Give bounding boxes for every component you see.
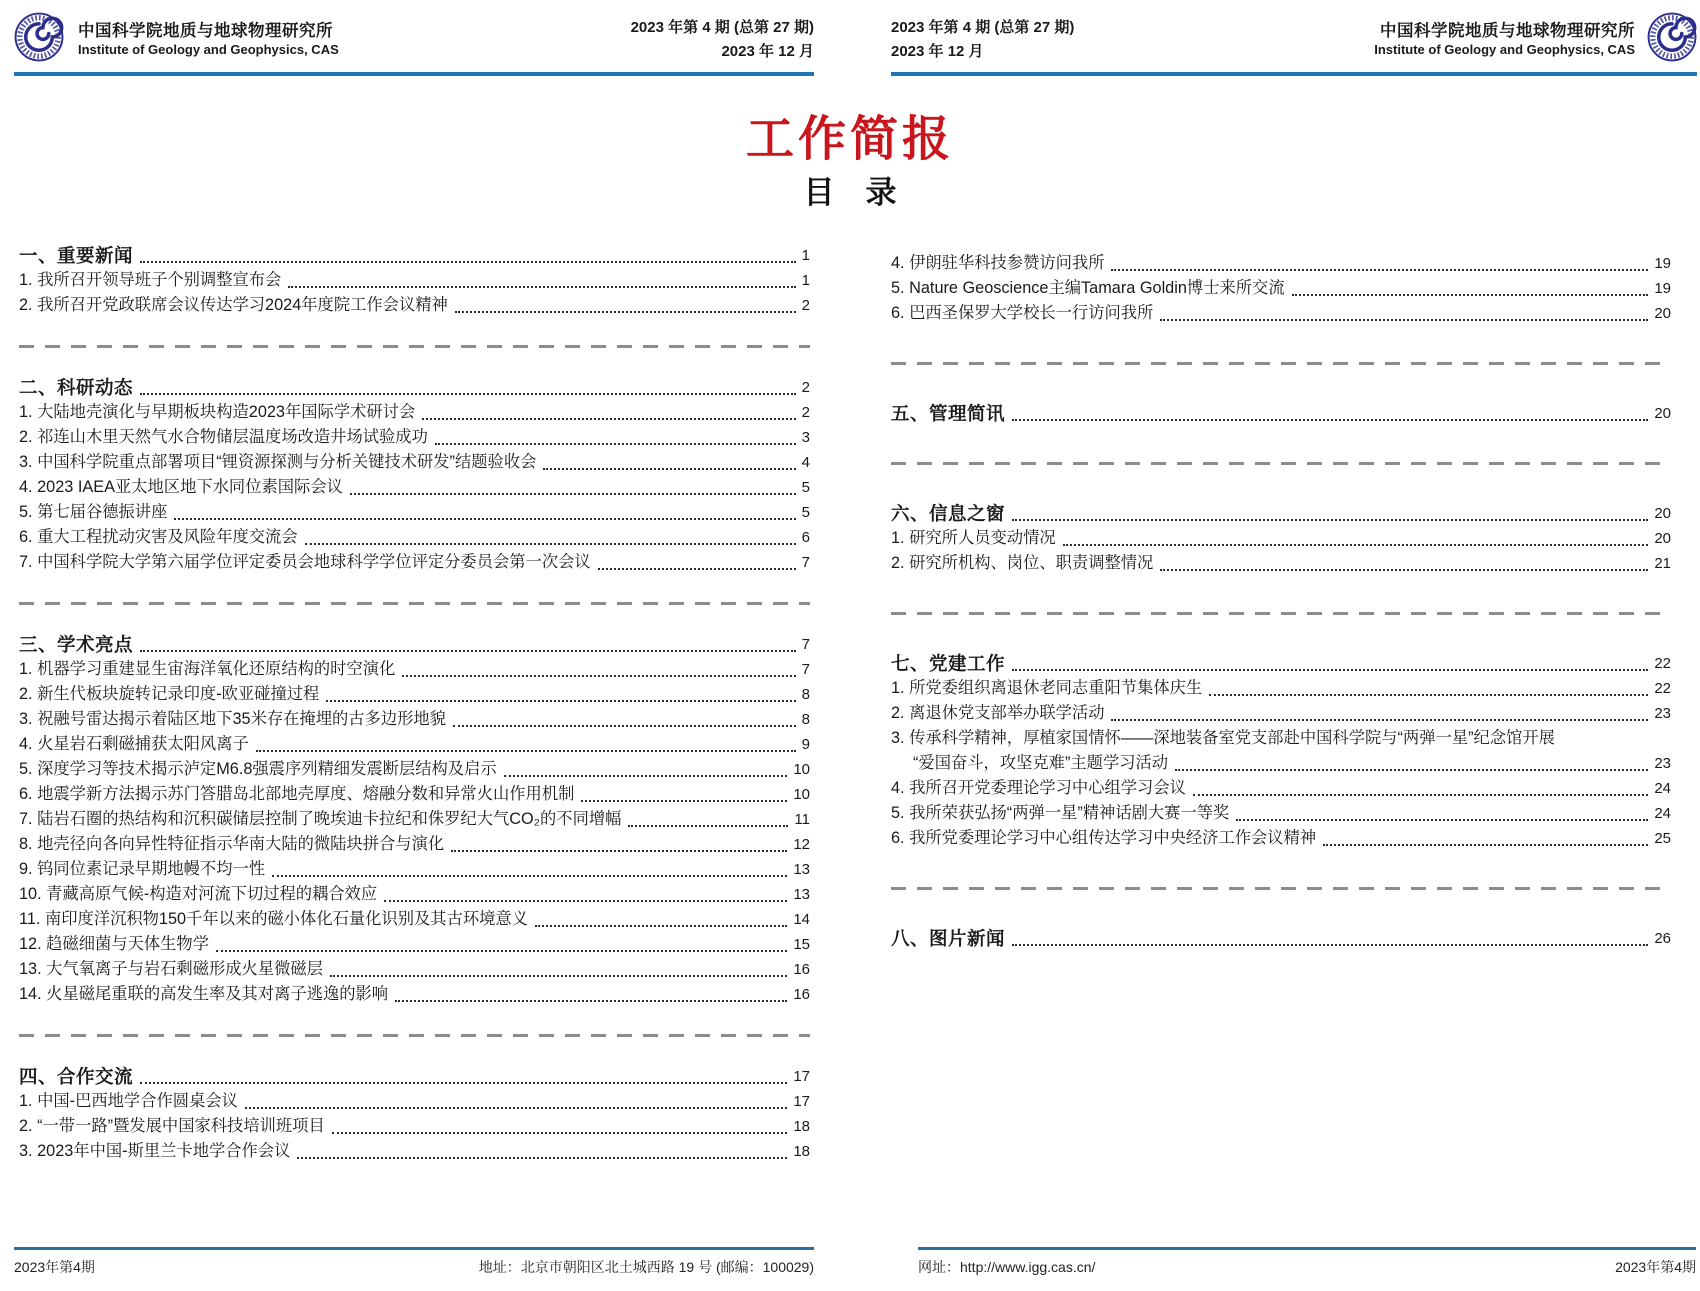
toc-item-title: 1. 机器学习重建显生宙海洋氧化还原结构的时空演化 [19,660,396,678]
dot-leader [1063,544,1649,546]
page-number: 24 [1654,780,1671,797]
dot-leader [1111,719,1648,721]
page-number: 15 [793,936,810,953]
page-number: 23 [1654,755,1671,772]
section-separator [19,602,810,605]
toc-item-title: 4. 2023 IAEA亚太地区地下水同位素国际会议 [19,478,343,496]
section-separator [19,345,810,348]
toc-section-row [891,501,1671,526]
toc-item-title: 1. 我所召开领导班子个别调整宣布会 [19,271,282,289]
issue-number: 2023 年第 4 期 (总第 27 期) [891,18,1075,36]
toc-item-row [891,301,1671,326]
dot-leader [628,825,788,827]
toc-item-row [891,776,1671,801]
toc-item-row [891,551,1671,576]
toc-section-row [891,926,1671,951]
toc-item-title: 2. 我所召开党政联席会议传达学习2024年度院工作会议精神 [19,296,448,314]
toc-section-row [891,651,1671,676]
dot-leader [1111,269,1648,271]
page-number: 18 [793,1143,810,1160]
dot-leader [1012,669,1648,671]
toc-section-block [891,401,1671,426]
toc-item-title: 5. Nature Geoscience主编Tamara Goldin博士来所交流 [891,279,1285,297]
dot-leader [140,650,796,652]
toc-item-title: 2. 新生代板块旋转记录印度-欧亚碰撞过程 [19,685,320,703]
page-number: 19 [1654,280,1671,297]
igg-cas-logo-icon [1647,12,1697,67]
toc-item-title: 1. 大陆地壳演化与早期板块构造2023年国际学术研讨会 [19,403,416,421]
page-number: 4 [801,454,810,471]
section-separator [891,612,1671,615]
page-number: 24 [1654,805,1671,822]
footer-divider-line [14,1247,814,1250]
issue-info [631,16,814,64]
toc-item-title: 13. 大气氧离子与岩石剩磁形成火星微磁层 [19,960,323,978]
page-number: 20 [1654,530,1671,547]
toc-item-title: 3. 2023年中国-斯里兰卡地学合作会议 [19,1142,291,1160]
toc-item-row [19,475,810,500]
page-number: 12 [793,836,810,853]
toc-section-block [19,632,810,1007]
dot-leader [581,800,787,802]
page-number: 17 [793,1068,810,1085]
dot-leader [288,286,795,288]
toc-section-row [19,632,810,657]
page-number: 22 [1654,655,1671,672]
toc-item-title: 7. 陆岩石圈的热结构和沉积碳储层控制了晚埃迪卡拉纪和侏罗纪大气CO₂的不同增幅 [19,810,622,828]
toc-section-block [891,251,1671,326]
section-separator [891,462,1671,465]
toc-item-title: 6. 巴西圣保罗大学校长一行访问我所 [891,304,1154,322]
toc-item-title: 2. 离退休党支部举办联学活动 [891,704,1105,722]
header-divider-line [14,72,814,76]
page-number: 9 [801,736,810,753]
page-number: 16 [793,986,810,1003]
footer-address: 地址：北京市朝阳区北土城西路 19 号 (邮编：100029) [478,1259,814,1275]
dot-leader [455,311,796,313]
toc-item-title: 3. 传承科学精神，厚植家国情怀——深地装备室党支部赴中国科学院与“两弹一星”纪念馆开展 [891,729,1555,747]
toc-item-row [19,957,810,982]
dot-leader [272,875,787,877]
footer-issue: 2023年第4期 [14,1259,95,1275]
institute-name-cn: 中国科学院地质与地球物理研究所 [78,22,333,41]
page-number: 14 [793,911,810,928]
toc-item-title: 9. 钨同位素记录早期地幔不均一性 [19,860,266,878]
toc-item-row [19,882,810,907]
dot-leader [1160,569,1648,571]
page-number: 2 [801,297,810,314]
section-separator [19,1034,810,1037]
toc-item-row [19,932,810,957]
dot-leader [435,443,796,445]
toc-section-block [891,501,1671,576]
institute-name-cn: 中国科学院地质与地球物理研究所 [1380,22,1635,41]
toc-heading: 目 录 [803,175,897,210]
toc-item-title: 2. 祁连山木里天然气水合物储层温度场改造井场试验成功 [19,428,428,446]
toc-item-row [19,525,810,550]
toc-item-row [19,857,810,882]
toc-item-title: 10. 青藏高原气候-构造对河流下切过程的耦合效应 [19,885,378,903]
toc-item-title: 12. 趋磁细菌与天体生物学 [19,935,209,953]
toc-item-title: 4. 火星岩石剩磁捕获太阳风离子 [19,735,249,753]
page-number: 13 [793,886,810,903]
toc-section-title: 一、重要新闻 [19,245,134,266]
section-separator [891,887,1671,890]
page-number: 23 [1654,705,1671,722]
page-number: 8 [801,686,810,703]
toc-section-block [891,926,1671,951]
toc-item-row [19,832,810,857]
page-number: 26 [1654,930,1671,947]
page-number: 17 [793,1093,810,1110]
page-number: 11 [794,811,810,828]
dot-leader [305,543,796,545]
toc-item-row [891,826,1671,851]
dot-leader [543,468,795,470]
right-page-footer [918,1257,1696,1277]
toc-item-title: 7. 中国科学院大学第六届学位评定委员会地球科学学位评定分委员会第一次会议 [19,553,591,571]
toc-item-row [19,268,810,293]
dot-leader [140,393,796,395]
toc-item-row [19,550,810,575]
page-number: 10 [793,761,810,778]
page-number: 7 [801,661,810,678]
dot-leader [1012,944,1648,946]
toc-item-title: 2. 研究所机构、岗位、职责调整情况 [891,554,1154,572]
toc-item-row [19,1139,810,1164]
toc-item-title: 3. 中国科学院重点部署项目“锂资源探测与分析关键技术研发”结题验收会 [19,453,537,471]
toc-item-title: 5. 第七届谷德振讲座 [19,503,168,521]
igg-cas-logo-icon [14,12,64,67]
toc-left-column [19,237,810,1164]
toc-item-row [19,807,810,832]
dot-leader [422,418,795,420]
toc-item-row [891,526,1671,551]
footer-url: 网址：http://www.igg.cas.cn/ [918,1259,1096,1275]
toc-item-title: 6. 重大工程扰动灾害及风险年度交流会 [19,528,298,546]
dot-leader [384,900,787,902]
toc-section-row [19,375,810,400]
header-divider-line [891,72,1697,76]
toc-section-title: 七、党建工作 [891,653,1006,674]
toc-section-title: 四、合作交流 [19,1066,134,1087]
page-number: 8 [801,711,810,728]
dot-leader [332,1132,788,1134]
dot-leader [297,1157,787,1159]
institute-name-en: Institute of Geology and Geophysics, CAS [78,41,339,57]
dot-leader [1175,769,1648,771]
page-number: 22 [1654,680,1671,697]
page-number: 7 [801,636,810,653]
page-number: 7 [801,554,810,571]
dot-leader [1323,844,1648,846]
toc-item-title: 3. 祝融号雷达揭示着陆区地下35米存在掩埋的古多边形地貌 [19,710,446,728]
dot-leader [330,975,787,977]
left-page-footer [14,1257,814,1277]
page-number: 21 [1654,555,1671,572]
toc-item-row [19,682,810,707]
toc-section-row [19,243,810,268]
toc-item-row [891,801,1671,826]
toc-item-title: 6. 地震学新方法揭示苏门答腊岛北部地壳厚度、熔融分数和异常火山作用机制 [19,785,575,803]
page-number: 2 [801,379,810,396]
toc-section-row [891,401,1671,426]
toc-item-title: 2. “一带一路”暨发展中国家科技培训班项目 [19,1117,325,1135]
toc-item-row [891,276,1671,301]
toc-item-row [891,726,1671,751]
toc-item-row [19,782,810,807]
toc-section-title: 三、学术亮点 [19,634,134,655]
toc-item-title: 1. 研究所人员变动情况 [891,529,1056,547]
toc-item-title: 1. 中国-巴西地学合作圆桌会议 [19,1092,238,1110]
dot-leader [535,925,787,927]
page-number: 5 [801,479,810,496]
page-number: 20 [1654,505,1671,522]
toc-item-row [19,1114,810,1139]
dot-leader [598,568,796,570]
toc-item-row [19,450,810,475]
dot-leader [504,775,788,777]
dot-leader [216,950,787,952]
dot-leader [451,850,787,852]
page-number: 20 [1654,305,1671,322]
toc-section-block [19,243,810,318]
dot-leader [245,1107,787,1109]
page-number: 19 [1654,255,1671,272]
toc-item-row [891,676,1671,701]
institute-name-en: Institute of Geology and Geophysics, CAS [1374,41,1635,57]
left-page-header [14,12,814,67]
page-number: 1 [801,272,810,289]
footer-issue: 2023年第4期 [1615,1259,1696,1275]
toc-item-title: 5. 深度学习等技术揭示泸定M6.8强震序列精细发震断层结构及启示 [19,760,497,778]
page-number: 18 [793,1118,810,1135]
institute-name-block [1374,21,1635,58]
toc-item-row [19,1089,810,1114]
toc-item-title: 8. 地壳径向各向异性特征指示华南大陆的微陆块拼合与演化 [19,835,445,853]
toc-item-row [891,251,1671,276]
toc-section-title: 六、信息之窗 [891,503,1006,524]
toc-section-title: 二、科研动态 [19,377,134,398]
toc-item-row [19,425,810,450]
dot-leader [140,261,796,263]
right-page-header [891,12,1697,67]
page-number: 13 [793,861,810,878]
issue-info [891,16,1074,64]
dot-leader [256,750,796,752]
document-title: 工作简报 [745,113,954,166]
dot-leader [326,700,795,702]
toc-item-row [19,757,810,782]
toc-item-row [19,907,810,932]
toc-section-title: 八、图片新闻 [891,928,1006,949]
toc-item-title: 5. 我所荣获弘扬“两弹一星”精神话剧大赛一等奖 [891,804,1230,822]
toc-section-title: 五、管理简讯 [891,403,1006,424]
toc-item-row [19,732,810,757]
page-number: 16 [793,961,810,978]
dot-leader [402,675,795,677]
dot-leader [350,493,796,495]
toc-item-row [19,982,810,1007]
toc-item-title: 4. 我所召开党委理论学习中心组学习会议 [891,779,1186,797]
toc-item-title: 11. 南印度洋沉积物150千年以来的磁小体化石量化识别及其古环境意义 [19,910,528,928]
toc-item-row [19,657,810,682]
toc-item-row [19,400,810,425]
toc-item-row [19,707,810,732]
dot-leader [1209,694,1648,696]
issue-date: 2023 年 12 月 [891,42,984,60]
page-number: 3 [801,429,810,446]
dot-leader [140,1082,787,1084]
dot-leader [174,518,795,520]
dot-leader [1012,419,1648,421]
footer-divider-line [918,1247,1696,1250]
page-number: 5 [801,504,810,521]
page-number: 2 [801,404,810,421]
section-separator [891,362,1671,365]
issue-number: 2023 年第 4 期 (总第 27 期) [630,18,814,36]
page-number: 25 [1654,830,1671,847]
page-number: 6 [801,529,810,546]
dot-leader [1236,819,1648,821]
dot-leader [1160,319,1648,321]
toc-item-row [19,500,810,525]
dot-leader [395,1000,787,1002]
toc-item-title: 4. 伊朗驻华科技参赞访问我所 [891,254,1105,272]
toc-section-block [891,651,1671,851]
toc-item-row [891,751,1671,776]
toc-item-title: 1. 所党委组织离退休老同志重阳节集体庆生 [891,679,1203,697]
institute-name-block [78,21,339,58]
dot-leader [453,725,796,727]
toc-right-column [891,237,1671,951]
toc-item-row [891,701,1671,726]
dot-leader [1292,294,1649,296]
toc-section-block [19,1064,810,1164]
toc-item-title: “爱国奋斗，攻坚克难”主题学习活动 [913,754,1169,772]
page-number: 20 [1654,405,1671,422]
toc-section-row [19,1064,810,1089]
dot-leader [1012,519,1648,521]
issue-date: 2023 年 12 月 [721,42,814,60]
page-number: 1 [801,247,810,264]
toc-item-row [19,293,810,318]
dot-leader [1193,794,1648,796]
toc-item-title: 14. 火星磁尾重联的高发生率及其对离子逃逸的影响 [19,985,389,1003]
toc-item-title: 6. 我所党委理论学习中心组传达学习中央经济工作会议精神 [891,829,1317,847]
page-number: 10 [793,786,810,803]
toc-section-block [19,375,810,575]
